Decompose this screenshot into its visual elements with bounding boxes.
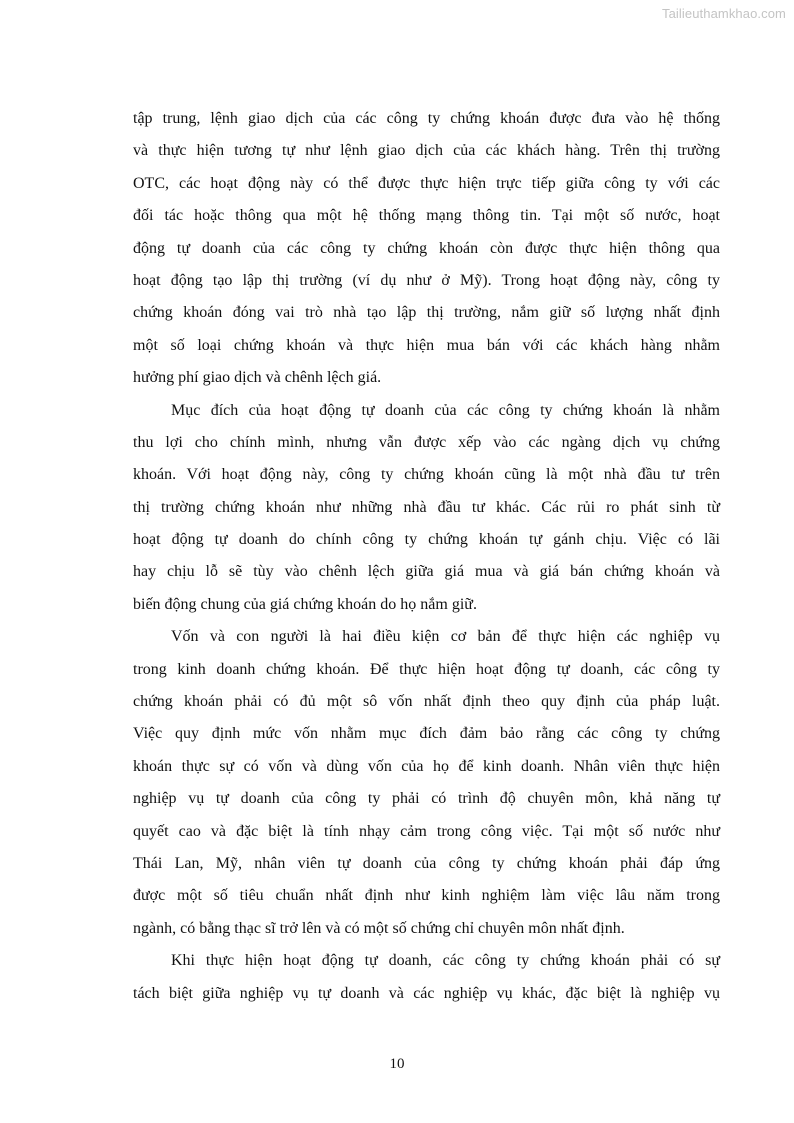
- document-body: [133, 110, 720, 1017]
- text-line: khoán. Với hoạt động này, công ty chứng khoán cũng là một nhà đầu tư trên: [133, 466, 720, 484]
- text-line: Vốn và con người là hai điều kiện cơ bản để thực hiện các nghiệp vụ: [171, 628, 720, 646]
- text-line: Thái Lan, Mỹ, nhân viên tự doanh của công ty chứng khoán phải đáp ứng: [133, 854, 720, 872]
- watermark-text: Tailieuthamkhao.com: [661, 6, 786, 21]
- text-line: tập trung, lệnh giao dịch của các công ty chứng khoán được đưa vào hệ thống: [133, 110, 720, 127]
- text-line: hoạt động tạo lập thị trường (ví dụ như ở Mỹ). Trong hoạt động này, công ty: [133, 271, 720, 289]
- text-line: quyết cao và đặc biệt là tính nhạy cảm trong công việc. Tại một số nước như: [133, 822, 720, 840]
- text-line: hay chịu lỗ sẽ tùy vào chênh lệch giữa giá mua và giá bán chứng khoán và: [133, 563, 720, 581]
- text-line: trong kinh doanh chứng khoán. Để thực hiện hoạt động tự doanh, các công ty: [133, 660, 720, 678]
- paragraph-2: [133, 402, 720, 629]
- text-line: khoán thực sự có vốn và dùng vốn của họ để kinh doanh. Nhân viên thực hiện: [133, 757, 720, 775]
- text-line: biến động chung của giá chứng khoán do họ nắm giữ.: [133, 595, 477, 613]
- paragraph-1: [133, 110, 720, 402]
- text-line: thu lợi cho chính mình, nhưng vẫn được xếp vào các ngàng dịch vụ chứng: [133, 433, 720, 451]
- text-line: nghiệp vụ tự doanh của công ty phải có trình độ chuyên môn, khả năng tự: [133, 790, 720, 808]
- text-line: và thực hiện tương tự như lệnh giao dịch của các khách hàng. Trên thị trường: [133, 142, 720, 160]
- text-line: hoạt động tự doanh do chính công ty chứng khoán tự gánh chịu. Việc có lãi: [133, 531, 720, 549]
- text-line: tách biệt giữa nghiệp vụ tự doanh và các nghiệp vụ khác, đặc biệt là nghiệp vụ: [133, 984, 720, 1002]
- text-line: ngành, có bằng thạc sĩ trở lên và có một số chứng chỉ chuyên môn nhất định.: [133, 919, 625, 937]
- text-line: một số loại chứng khoán và thực hiện mua bán với các khách hàng nhằm: [133, 336, 720, 354]
- text-line: đối tác hoặc thông qua một hệ thống mạng thông tin. Tại một số nước, hoạt: [133, 207, 720, 225]
- paragraph-4: [133, 952, 720, 1017]
- text-line: động tự doanh của các công ty chứng khoán còn được thực hiện thông qua: [133, 239, 720, 257]
- page-number: 10: [389, 1056, 405, 1072]
- text-line: Việc quy định mức vốn nhằm mục đích đảm bảo rằng các công ty chứng: [133, 725, 720, 743]
- text-line: Khi thực hiện hoạt động tự doanh, các công ty chứng khoán phải có sự: [171, 952, 720, 970]
- text-line: được một số tiêu chuẩn nhất định như kinh nghiệm làm việc lâu năm trong: [133, 887, 720, 905]
- paragraph-3: [133, 628, 720, 952]
- text-line: Mục đích của hoạt động tự doanh của các công ty chứng khoán là nhằm: [171, 401, 720, 419]
- text-line: chứng khoán phải có đủ một sô vốn nhất định theo quy định của pháp luật.: [133, 693, 720, 711]
- text-line: hưởng phí giao dịch và chênh lệch giá.: [133, 369, 382, 387]
- text-line: thị trường chứng khoán như những nhà đầu tư khác. Các rủi ro phát sinh từ: [133, 498, 720, 516]
- text-line: OTC, các hoạt động này có thể được thực hiện trực tiếp giữa công ty với các: [133, 174, 720, 192]
- text-line: chứng khoán đóng vai trò nhà tạo lập thị trường, nắm giữ số lượng nhất định: [133, 304, 720, 322]
